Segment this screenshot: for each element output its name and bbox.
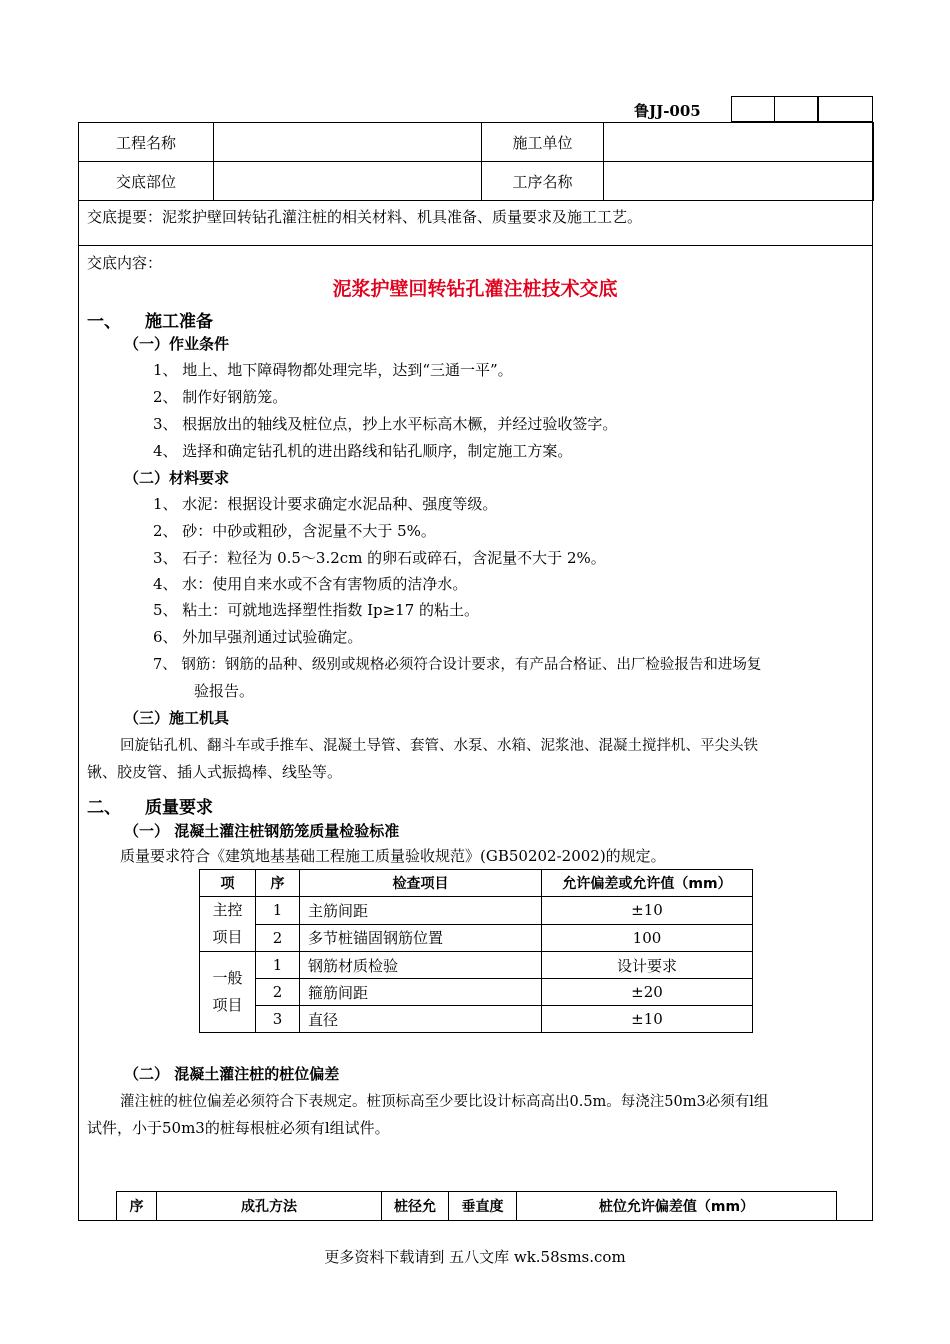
cage-quality-table — [199, 869, 753, 1033]
table-cell: ±10 — [542, 1006, 753, 1033]
table-cell: 2 — [256, 979, 300, 1006]
section1-heading — [87, 307, 387, 331]
section2-sub2-title: （二） 混凝土灌注桩的桩位偏差 — [124, 1065, 340, 1083]
section2-sub1-desc: 质量要求符合《建筑地基基础工程施工质量验收规范》(GB50202-2002)的规定。 — [120, 847, 666, 865]
table-cell: 1 — [256, 952, 300, 979]
group-main-control — [200, 897, 256, 952]
document-title: 泥浆护壁回转钻孔灌注桩技术交底 — [332, 278, 618, 300]
contractor-label: 施工单位 — [482, 123, 604, 162]
section2-sub2-line-1: 灌注桩的桩位偏差必须符合下表规定。桩顶标高至少要比设计标高高出0.5m。每浇注50m3必须有l组 — [120, 1094, 769, 1110]
group-label: 一般 — [212, 969, 243, 987]
table-cell: 钢筋材质检验 — [300, 952, 542, 979]
location-field[interactable] — [214, 162, 482, 201]
process-field[interactable] — [604, 162, 874, 201]
group-label: 项目 — [212, 996, 243, 1014]
location-label: 交底部位 — [79, 162, 214, 201]
table-header: 桩位允许偏差值（mm） — [517, 1192, 837, 1221]
list-item: 4、 选择和确定钻孔机的进出路线和钻孔顺序，制定施工方案。 — [153, 442, 573, 460]
list-item: 3、 石子：粒径为 0.5～3.2cm 的卵石或碎石，含泥量不大于 2%。 — [153, 549, 606, 567]
section2-sub2-line-2: 试件，小于50m3的桩每根桩必须有l组试件。 — [87, 1119, 390, 1137]
list-item: 1、 水泥：根据设计要求确定水泥品种、强度等级。 — [153, 495, 498, 513]
section2-heading — [87, 793, 387, 817]
list-item: 4、 水：使用自来水或不含有害物质的洁净水。 — [153, 575, 468, 593]
project-name-label: 工程名称 — [79, 123, 214, 162]
table-cell: 2 — [256, 924, 300, 952]
table-cell: 直径 — [300, 1006, 542, 1033]
contractor-field[interactable] — [604, 123, 874, 162]
content-label: 交底内容： — [87, 254, 163, 272]
table-cell: 1 — [256, 897, 300, 925]
tools-line-2: 锹、胶皮管、插人式振捣棒、线坠等。 — [87, 763, 343, 781]
list-item: 2、 制作好钢筋笼。 — [153, 388, 288, 406]
section2-num: 二、 — [87, 798, 121, 818]
project-name-field[interactable] — [214, 123, 482, 162]
section1-sub3-title: （三）施工机具 — [124, 709, 230, 727]
table-header: 序 — [117, 1192, 157, 1221]
group-general — [200, 952, 256, 1033]
table-cell: ±20 — [542, 979, 753, 1006]
code-box-3 — [818, 96, 873, 122]
table-header: 检查项目 — [300, 870, 542, 897]
section1-num: 一、 — [87, 312, 121, 332]
table-cell: 箍筋间距 — [300, 979, 542, 1006]
list-item: 5、 粘土：可就地选择塑性指数 Ip≥17 的粘土。 — [153, 601, 480, 619]
code-box-1 — [731, 96, 775, 122]
table-cell: 设计要求 — [542, 952, 753, 979]
table-row — [200, 924, 753, 952]
table-row — [200, 979, 753, 1006]
table-row — [200, 897, 753, 925]
list-item: 3、 根据放出的轴线及桩位点，抄上水平标高木橛，并经过验收签字。 — [153, 415, 618, 433]
section1-title: 施工准备 — [145, 312, 213, 332]
table-header: 成孔方法 — [157, 1192, 382, 1221]
code-box-2 — [774, 96, 818, 122]
table-header: 垂直度 — [449, 1192, 517, 1221]
brief-row — [78, 200, 873, 246]
list-item: 7、 钢筋：钢筋的品种、级别或规格必须符合设计要求，有产品合格证、出厂检验报告和进场复 — [153, 657, 762, 673]
list-item-continuation: 验报告。 — [194, 682, 255, 700]
header-table — [78, 122, 874, 201]
table-cell: 主筋间距 — [300, 897, 542, 925]
list-item: 1、 地上、地下障碍物都处理完毕，达到“三通一平”。 — [153, 361, 513, 379]
table-header: 序 — [256, 870, 300, 897]
tools-line-1: 回旋钻孔机、翻斗车或手推车、混凝土导管、套管、水泵、水箱、泥浆池、混凝土搅拌机、平尖头铁 — [120, 738, 758, 754]
table-cell: 100 — [542, 924, 753, 952]
pile-position-table — [116, 1191, 837, 1221]
table-cell: ±10 — [542, 897, 753, 925]
section1-sub2-title: （二）材料要求 — [124, 469, 230, 487]
footer-text: 更多资料下载请到 五八文库 wk.58sms.com — [324, 1248, 626, 1266]
group-label: 项目 — [212, 928, 243, 946]
group-label: 主控 — [212, 901, 243, 919]
table-cell: 3 — [256, 1006, 300, 1033]
brief-text: 交底提要：泥浆护壁回转钻孔灌注桩的相关材料、机具准备、质量要求及施工工艺。 — [87, 208, 643, 226]
section2-sub1-title: （一） 混凝土灌注桩钢筋笼质量检验标准 — [124, 822, 400, 840]
section2-title: 质量要求 — [145, 798, 213, 818]
form-code: 鲁JJ-005 — [634, 102, 701, 120]
table-header: 项 — [200, 870, 256, 897]
table-row — [200, 952, 753, 979]
list-item: 2、 砂：中砂或粗砂，含泥量不大于 5%。 — [153, 522, 436, 540]
table-header: 桩径允 — [382, 1192, 449, 1221]
table-header: 允许偏差或允许值（mm） — [542, 870, 753, 897]
process-label: 工序名称 — [482, 162, 604, 201]
table-row — [200, 1006, 753, 1033]
section1-sub1-title: （一）作业条件 — [124, 335, 230, 353]
list-item: 6、 外加早强剂通过试验确定。 — [153, 628, 363, 646]
table-cell: 多节桩锚固钢筋位置 — [300, 924, 542, 952]
